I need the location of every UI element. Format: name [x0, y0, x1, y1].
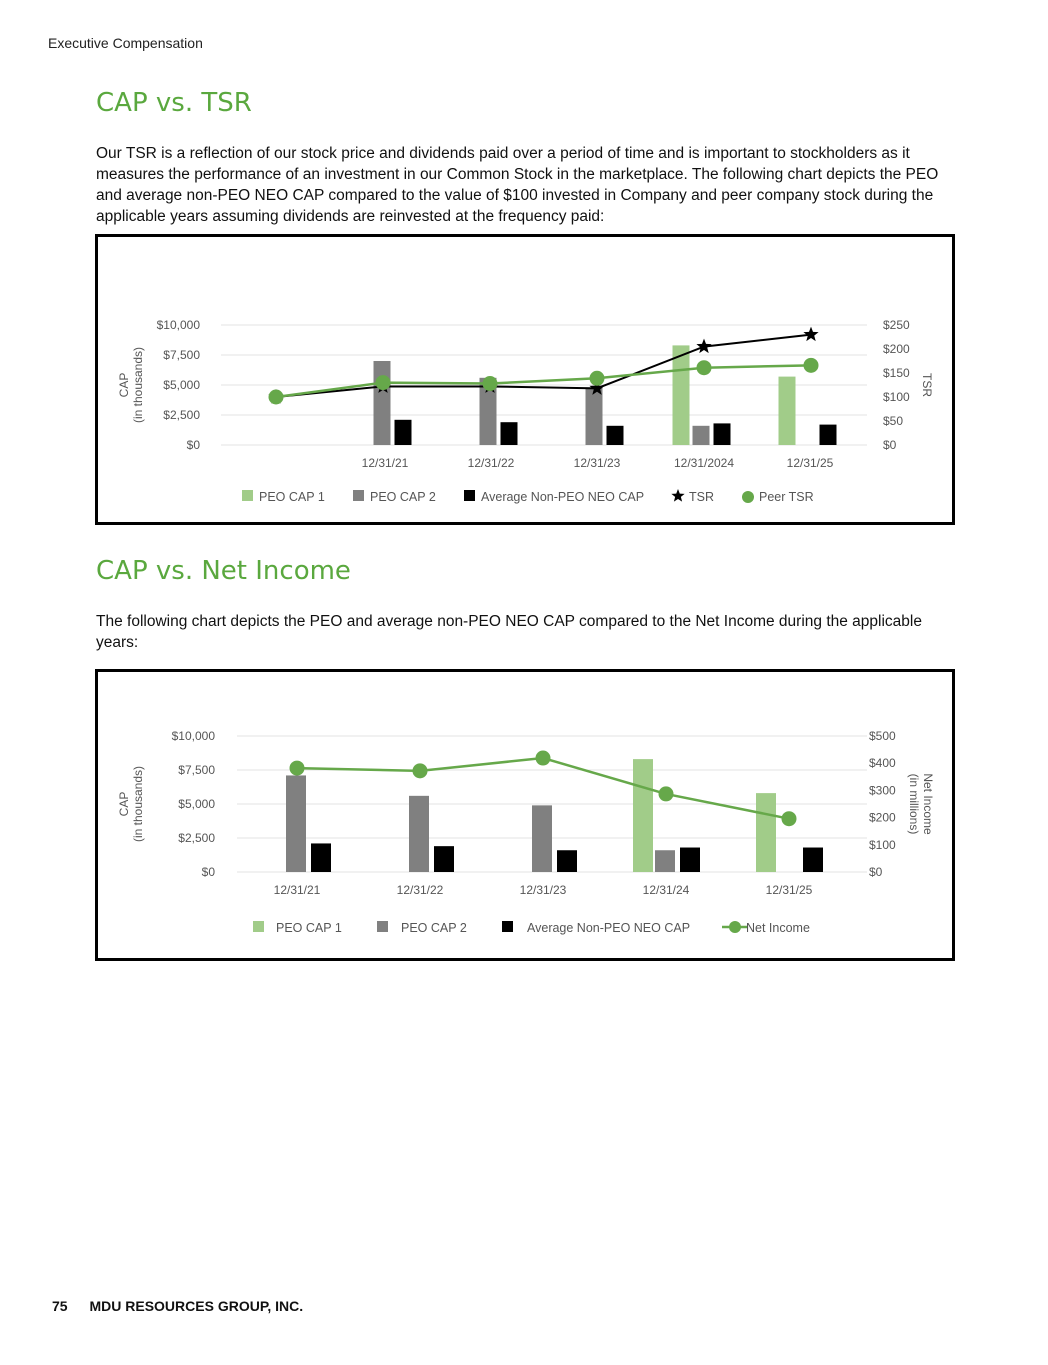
chart2-right-axis-title: Net Income(in millions): [907, 773, 935, 835]
page-footer: [52, 1298, 303, 1314]
chart2-right-tick-label: $200: [869, 810, 896, 825]
chart1-legend-swatch-average-non-peo-neo-cap: [464, 490, 475, 501]
chart1-line-peer-tsr: [276, 365, 811, 397]
chart1-bar-peo-cap-2: [586, 387, 603, 445]
chart2-right-tick-label: $0: [869, 865, 883, 879]
chart2-legend-label-average-non-peo-neo-cap: Average Non-PEO NEO CAP: [527, 921, 691, 935]
chart1-legend-label-peo-cap-2: PEO CAP 2: [370, 490, 436, 504]
chart2-legend-swatch-net-income: [729, 921, 741, 933]
chart1-category-label: 12/31/21: [361, 456, 409, 470]
chart2-bar-peo-cap-2: [532, 805, 552, 872]
chart2-bar-average-non-peo-neo-cap: [311, 843, 331, 872]
chart1-point-peer-tsr: [697, 360, 712, 375]
chart2-left-axis-title: CAP(in thousands): [117, 765, 145, 843]
chart2-point-net-income: [290, 761, 305, 776]
chart2-legend-label-net-income: Net Income: [746, 921, 810, 935]
chart1-point-tsr: [696, 339, 711, 353]
chart1-category-label: 12/31/2024: [673, 456, 735, 470]
chart2-right-tick-label: $400: [869, 756, 896, 771]
cap-vs-tsr-chart: [95, 234, 955, 525]
chart1-category-label: 12/31/22: [467, 456, 515, 470]
cap-vs-net-income-chart: [95, 669, 955, 961]
chart2-category-label: 12/31/23: [519, 883, 567, 897]
chart2-right-tick-label: $500: [869, 729, 896, 743]
chart1-right-tick-label: $100: [883, 390, 910, 404]
chart2-category-label: 12/31/24: [642, 883, 690, 897]
chart2-legend-label-peo-cap-1: PEO CAP 1: [276, 921, 342, 935]
chart1-bar-peo-cap-1: [673, 345, 690, 445]
chart2-point-net-income: [782, 811, 797, 826]
chart2-left-tick-label: $5,000: [178, 797, 215, 811]
page-number: 75: [52, 1298, 68, 1314]
chart1-right-tick-label: $0: [883, 438, 897, 452]
paragraph-cap-vs-tsr: Our TSR is a reflection of our stock price and dividends paid over a period of time and is important to stockholders as it measures the performance of an investment in our Common Stock in the marketplace. The following chart depicts the PEO and average non-PEO NEO CAP compared to the value of $100 invested in Company and peer company stock during the applicable years assuming dividends are reinvested at the frequency paid:: [96, 145, 939, 225]
chart2-legend-swatch-average-non-peo-neo-cap: [502, 921, 513, 932]
chart2-legend-swatch-peo-cap-2: [377, 921, 388, 932]
chart2-legend-swatch-peo-cap-1: [253, 921, 264, 932]
chart1-bar-average-non-peo-neo-cap: [714, 423, 731, 445]
chart1-point-tsr: [803, 327, 818, 341]
chart2-bar-peo-cap-2: [286, 775, 306, 872]
chart1-right-tick-label: $250: [883, 318, 910, 332]
chart1-point-peer-tsr: [590, 371, 605, 386]
chart2-bar-peo-cap-1: [633, 759, 653, 872]
chart1-bar-peo-cap-2: [374, 361, 391, 445]
chart1-right-axis-title: TSR: [920, 373, 934, 397]
chart1-left-axis-title: CAP(in thousands): [117, 346, 145, 424]
chart1-point-peer-tsr: [483, 376, 498, 391]
chart2-bar-average-non-peo-neo-cap: [803, 848, 823, 872]
chart1-bar-average-non-peo-neo-cap: [395, 420, 412, 445]
chart2-category-label: 12/31/25: [765, 883, 813, 897]
chart1-left-tick-label: $2,500: [163, 408, 200, 422]
chart1-right-tick-label: $200: [883, 342, 910, 356]
chart2-left-tick-label: $7,500: [178, 763, 215, 777]
chart1-legend-swatch-tsr: [671, 489, 684, 502]
chart2-bar-average-non-peo-neo-cap: [557, 850, 577, 872]
chart2-bar-peo-cap-1: [756, 793, 776, 872]
chart2-point-net-income: [413, 763, 428, 778]
company-name: MDU RESOURCES GROUP, INC.: [89, 1298, 304, 1314]
chart1-left-tick-label: $0: [186, 438, 200, 452]
chart2-point-net-income: [659, 786, 674, 801]
chart1-left-tick-label: $7,500: [163, 348, 200, 362]
chart2-bar-peo-cap-2: [655, 850, 675, 872]
chart2-category-label: 12/31/21: [273, 883, 321, 897]
chart2-legend-label-peo-cap-2: PEO CAP 2: [401, 921, 467, 935]
chart1-point-peer-tsr: [269, 390, 284, 405]
chart1-legend-label-average-non-peo-neo-cap: Average Non-PEO NEO CAP: [481, 490, 645, 504]
chart1-legend-swatch-peo-cap-2: [353, 490, 364, 501]
paragraph-cap-vs-net-income: The following chart depicts the PEO and average non-PEO NEO CAP compared to the Net Income during the applicable years:: [96, 613, 922, 651]
chart2-left-tick-label: $10,000: [171, 729, 215, 743]
chart1-category-label: 12/31/25: [786, 456, 834, 470]
chart1-legend-label-tsr: TSR: [689, 490, 714, 504]
chart1-bar-average-non-peo-neo-cap: [820, 425, 837, 445]
chart2-bar-peo-cap-2: [409, 796, 429, 872]
chart1-bar-average-non-peo-neo-cap: [501, 422, 518, 445]
section-title-cap-vs-tsr: CAP vs. TSR: [96, 88, 252, 118]
chart1-bar-average-non-peo-neo-cap: [607, 426, 624, 445]
chart1-left-tick-label: $5,000: [163, 378, 200, 392]
section-title-cap-vs-net-income: CAP vs. Net Income: [96, 556, 351, 586]
chart1-bar-peo-cap-2: [693, 426, 710, 445]
chart2-left-tick-label: $2,500: [178, 831, 215, 845]
chart2-category-label: 12/31/22: [396, 883, 444, 897]
chart1-right-tick-label: $150: [883, 366, 910, 380]
chart2-bar-average-non-peo-neo-cap: [434, 846, 454, 872]
chart1-legend-swatch-peer-tsr: [742, 491, 754, 503]
chart1-point-peer-tsr: [376, 375, 391, 390]
chart1-point-peer-tsr: [804, 358, 819, 373]
chart1-left-tick-label: $10,000: [156, 318, 200, 332]
cap-vs-tsr-chart-svg: [98, 237, 952, 522]
chart2-left-tick-label: $0: [201, 865, 215, 879]
chart2-bar-average-non-peo-neo-cap: [680, 848, 700, 872]
chart1-bar-peo-cap-1: [779, 377, 796, 445]
chart1-line-tsr: [276, 335, 811, 397]
chart1-legend-label-peer-tsr: Peer TSR: [759, 490, 814, 504]
chart2-right-tick-label: $300: [869, 783, 896, 798]
chart1-right-tick-label: $50: [883, 414, 904, 428]
chart2-point-net-income: [536, 751, 551, 766]
chart1-category-label: 12/31/23: [573, 456, 621, 470]
chart1-legend-label-peo-cap-1: PEO CAP 1: [259, 490, 325, 504]
cap-vs-net-income-chart-svg: [98, 672, 952, 958]
chart2-right-tick-label: $100: [869, 837, 896, 852]
chart1-legend-swatch-peo-cap-1: [242, 490, 253, 501]
running-header: Executive Compensation: [48, 35, 203, 51]
